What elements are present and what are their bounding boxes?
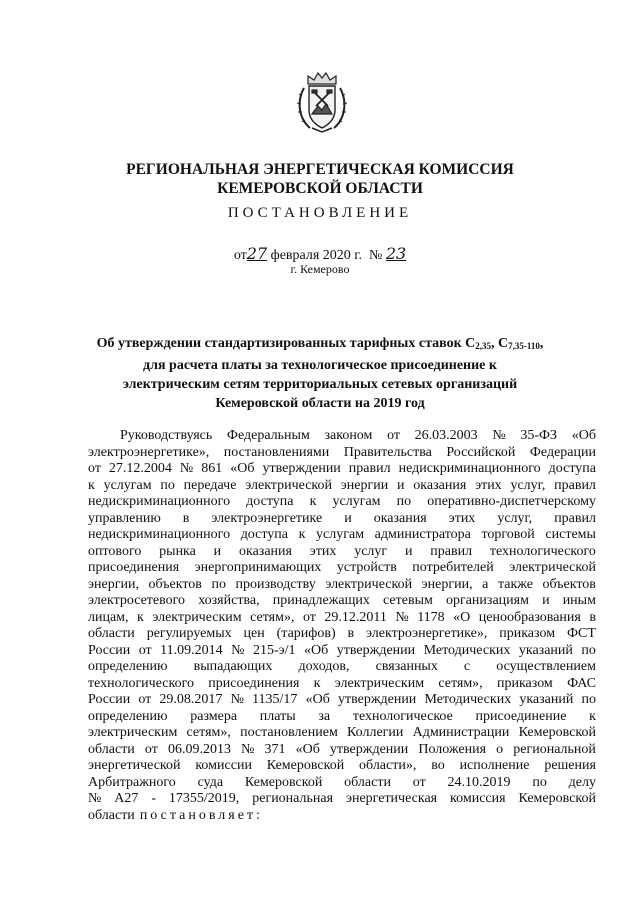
body-word: связанных [375, 659, 438, 674]
body-word: устройств [336, 560, 397, 575]
body-word: энергопринимающих [194, 560, 322, 575]
body-word: (тарифов) [276, 626, 336, 641]
body-word: сетям», [250, 609, 295, 625]
body-word: к [309, 494, 317, 509]
body-line [88, 544, 596, 561]
body-word: 1178 [417, 609, 445, 625]
body-word: ценообразования [478, 609, 581, 625]
body-word: оперативно-диспетчерскому [427, 494, 596, 509]
body-line [88, 643, 596, 660]
body-word: суда [197, 774, 224, 790]
title-line3: электрическим сетям территориальных сетевых организаций [122, 377, 518, 392]
organization-name-line1: РЕГИОНАЛЬНАЯ ЭНЕРГЕТИЧЕСКАЯ КОМИССИЯ [126, 161, 514, 178]
body-word: услугам [316, 527, 365, 542]
body-final-line [88, 808, 596, 825]
body-line [88, 494, 596, 511]
body-word: 35-ФЗ [520, 428, 558, 443]
body-word: электрической [245, 477, 332, 493]
body-word: Кемеровской [244, 774, 323, 790]
body-word: сетевым [383, 593, 433, 608]
organization-name [0, 160, 640, 198]
body-word: оказания [373, 510, 427, 526]
body-word: технологическое [352, 708, 453, 724]
body-word: 29.12.2011 [324, 609, 387, 625]
body-word: потребителей [412, 560, 494, 575]
body-word: производству [235, 576, 316, 592]
body-word: № [395, 609, 409, 625]
body-word: 29.08.2017 [159, 692, 223, 707]
body-word: регулируемых [146, 626, 232, 641]
body-word: энергии [340, 477, 389, 493]
body-word: этих [309, 543, 337, 559]
organization-name-line2: КЕМЕРОВСКОЙ ОБЛАСТИ [217, 180, 423, 197]
body-word: услуг, [510, 477, 546, 493]
body-word: Правительства [343, 444, 432, 460]
body-word: доступа [246, 494, 294, 509]
body-line [88, 791, 596, 808]
body-word: электроэнергетике», [88, 444, 210, 460]
body-word: 861 [201, 461, 223, 476]
date-month-year: февраля 2020 г. [270, 248, 362, 263]
body-word: этих [475, 477, 502, 493]
body-word: от [138, 642, 152, 658]
body-word: А27 [114, 791, 139, 806]
body-word: утверждении [329, 741, 409, 757]
body-word: региональной [513, 741, 596, 757]
number-label: № [368, 248, 383, 263]
body-word: к [313, 675, 321, 691]
body-word: 215-э/1 [252, 642, 296, 658]
body-word: Российской [446, 444, 516, 460]
body-word: региональная [252, 791, 334, 806]
body-word: от [144, 741, 158, 757]
body-word: правил [554, 477, 596, 493]
body-word: объектов [148, 576, 202, 592]
body-word: области [344, 774, 391, 790]
body-line [88, 692, 596, 709]
body-word: ФАС [567, 675, 596, 691]
body-word: электрической [325, 576, 413, 592]
body-word: Кемеровской [266, 758, 345, 773]
body-word: «Об [305, 692, 330, 707]
body-word: Арбитражного [88, 774, 176, 790]
body-word: «Об [304, 642, 329, 658]
body-word: утверждении [337, 692, 417, 707]
body-word: № [179, 461, 194, 476]
body-word: к [88, 477, 95, 493]
body-line [88, 626, 596, 643]
body-word: сетям», [438, 675, 483, 691]
body-word: по [532, 774, 547, 790]
body-word: энергетической [88, 758, 181, 773]
body-word: энергии, [88, 576, 139, 592]
body-word: принадлежащих [272, 593, 370, 608]
city: г. Кемерово [290, 262, 350, 276]
body-word: доходов, [298, 659, 350, 674]
body-word: в [589, 609, 596, 625]
body-word: области [88, 626, 135, 641]
body-word: услуг, [497, 510, 533, 526]
body-word: и [344, 510, 352, 526]
body-word: 371 [264, 741, 286, 757]
body-word: № [88, 791, 102, 806]
body-word: недискриминационного [88, 527, 231, 542]
body-word: рынка [159, 543, 196, 559]
body-line [88, 775, 596, 792]
body-word: 11.09.2014 [160, 642, 223, 658]
body-word: торговой [481, 527, 535, 542]
body-word: № [230, 692, 244, 707]
body-word: также [497, 576, 533, 592]
body-word: а [482, 576, 489, 592]
body-word: ФСТ [566, 626, 596, 641]
body-word: комиссия [450, 791, 506, 806]
body-word: решения [544, 758, 596, 773]
body-word: присоединения [208, 675, 300, 691]
body-word: Администрации [412, 725, 510, 740]
body-word: области [88, 741, 135, 757]
body-word: утверждении [336, 642, 416, 658]
body-word: электрическим [334, 675, 425, 691]
date-day-handwritten: 27 [246, 244, 268, 263]
body-paragraph [88, 428, 596, 824]
body-line [88, 445, 596, 462]
body-line [88, 428, 596, 445]
body-line [88, 461, 596, 478]
body-line [88, 709, 596, 726]
body-word: «О [453, 609, 471, 625]
body-line [88, 725, 596, 742]
body-word: электросетевого [88, 593, 186, 608]
body-line [88, 758, 596, 775]
body-word: от [302, 609, 316, 625]
body-line [88, 511, 596, 528]
body-word: в [347, 626, 355, 641]
body-word: Федеральным [226, 428, 310, 443]
body-word: услуг [354, 543, 388, 559]
body-word: технологического [88, 675, 194, 691]
body-word: утверждении [262, 461, 341, 476]
body-word: оказания [238, 543, 292, 559]
body-word: 17355/2019, [168, 791, 240, 806]
body-word: области», [359, 758, 417, 773]
body-word: присоединения [88, 560, 180, 575]
body-word: № [492, 428, 506, 443]
body-word: управлению [88, 510, 161, 526]
body-word: размера [190, 708, 238, 724]
coat-of-arms-emblem [294, 70, 350, 134]
body-word: законом [324, 428, 373, 443]
body-word: за [318, 708, 331, 724]
body-word: № [241, 741, 255, 757]
body-word: Руководствуясь [120, 428, 213, 443]
body-word: по [211, 576, 226, 592]
body-word: энергии, [421, 576, 473, 592]
body-word: от [412, 774, 426, 790]
body-word: Кемеровской [518, 725, 596, 740]
body-word: исполнение [459, 758, 530, 773]
body-word: лицам, [88, 609, 129, 625]
body-word: постановлением [240, 725, 338, 740]
body-word: выпадающих [193, 659, 273, 674]
body-word: комиссии [195, 758, 252, 773]
body-word: постановлениями [223, 444, 330, 460]
body-word: и [397, 477, 405, 493]
body-line [88, 478, 596, 495]
body-word: хозяйства, [198, 593, 260, 608]
body-word: оказания [413, 477, 467, 493]
body-line [88, 593, 596, 610]
body-word: от [88, 461, 101, 476]
body-word: к [589, 708, 596, 724]
body-word: в [182, 510, 190, 526]
body-word: осуществлением [496, 659, 596, 674]
body-word: недискриминационного [88, 494, 231, 509]
body-word: электроэнергетике [211, 510, 323, 526]
body-word: указаний [518, 642, 573, 658]
body-word: и [213, 543, 222, 559]
body-word: приказом [496, 675, 553, 691]
body-word: Коллегии [347, 725, 404, 740]
body-word: Методических [423, 642, 511, 658]
body-word: о [496, 741, 504, 757]
body-word: электрической [509, 560, 596, 575]
body-word: услугам [332, 494, 381, 509]
date-prefix: от [233, 248, 247, 263]
body-line [88, 659, 596, 676]
body-word: и [542, 593, 550, 608]
body-word: сетям», [186, 725, 231, 740]
body-word: Методических [424, 692, 512, 707]
document-number-handwritten: 23 [385, 244, 407, 263]
body-word: объектов [542, 576, 596, 592]
body-word: по [160, 477, 175, 493]
body-word: указаний [519, 692, 574, 707]
body-word: - [151, 791, 156, 806]
date-and-number [0, 244, 640, 264]
body-line [88, 610, 596, 627]
body-word: передаче [183, 477, 237, 493]
body-word: от [138, 692, 152, 707]
body-word: во [431, 758, 445, 773]
body-word: доступа [548, 461, 596, 476]
body-word: делу [568, 774, 596, 790]
body-word: Кемеровской [518, 791, 596, 806]
final-line-start: области [88, 807, 135, 823]
body-word: правил [554, 510, 596, 526]
body-word: и [404, 543, 413, 559]
body-word: услугам [103, 477, 152, 493]
body-word: администратора [374, 527, 471, 542]
body-word: иным [562, 593, 596, 608]
body-word: цен [243, 626, 265, 641]
body-word: «Об [295, 741, 320, 757]
body-word: с [463, 659, 471, 674]
body-word: недискриминационного [398, 461, 541, 476]
body-word: Федерации [529, 444, 596, 460]
body-word: России [88, 642, 131, 658]
body-word: 26.03.2003 [414, 428, 478, 443]
body-word: энергетическая [345, 791, 438, 806]
title-line2: для расчета платы за технологическое присоединение к [143, 358, 497, 373]
body-word: 24.10.2019 [447, 774, 511, 790]
body-word: определению [88, 708, 168, 724]
body-word: по [396, 494, 412, 509]
body-word: электрическим [152, 609, 242, 625]
body-word: доступа [240, 527, 289, 542]
body-word: «Об [571, 428, 596, 443]
body-word: по [581, 692, 596, 707]
body-word: 1135/17 [252, 692, 298, 707]
body-word: к [137, 609, 144, 625]
body-word: организациям [445, 593, 529, 608]
body-word: электрическим [88, 725, 178, 740]
body-word: 27.12.2004 [108, 461, 172, 476]
body-word: Положения [418, 741, 487, 757]
body-word: по [581, 642, 596, 658]
body-word: электроэнергетике», [366, 626, 488, 641]
body-word: правил [348, 461, 391, 476]
title-line4: Кемеровской области на 2019 год [215, 396, 425, 411]
body-line [88, 527, 596, 544]
body-word: определению [88, 659, 168, 674]
body-line [88, 676, 596, 693]
body-word: присоединение [475, 708, 567, 724]
body-line [88, 577, 596, 594]
document-title [0, 334, 640, 413]
body-word: «Об [230, 461, 255, 476]
body-word: 06.09.2013 [167, 741, 231, 757]
body-word: от [387, 428, 400, 443]
body-word: платы [259, 708, 296, 724]
document-type: ПОСТАНОВЛЕНИЕ [227, 205, 413, 221]
body-word: России [88, 692, 131, 707]
body-word: оптового [88, 543, 142, 559]
resolution-keyword: постановляет: [139, 807, 263, 823]
body-word: системы [545, 527, 596, 542]
body-word: этих [448, 510, 476, 526]
body-word: № [231, 642, 245, 658]
body-line [88, 560, 596, 577]
body-word: к [298, 527, 306, 542]
body-line [88, 742, 596, 759]
body-word: правил [430, 543, 473, 559]
title-line1: Об утверждении стандартизированных тарифных ставок $С_{2,35}$, $С_{7,35-110}$, [96, 336, 544, 351]
body-word: технологического [489, 543, 596, 559]
body-word: приказом [499, 626, 556, 641]
